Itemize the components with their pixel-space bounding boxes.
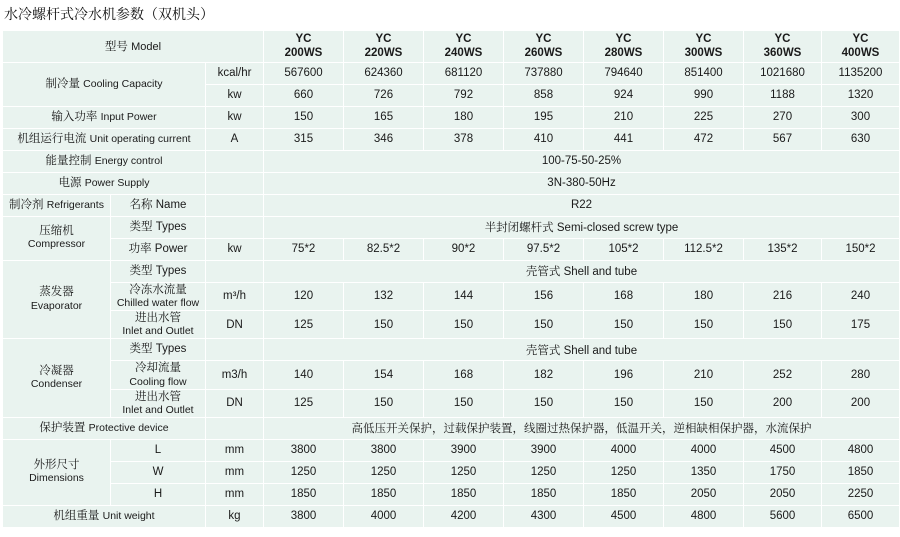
- unit-dimension-l: mm: [206, 439, 264, 461]
- row-sublabel-condenser-types: [111, 339, 206, 361]
- cell: 82.5*2: [344, 238, 424, 260]
- table-row: [3, 311, 900, 339]
- sublabel-cn: 进出水管: [135, 312, 181, 325]
- cell: 1850: [344, 483, 424, 505]
- label-en: Unit weight: [102, 509, 155, 522]
- row-label-cooling-capacity: [3, 62, 206, 106]
- model-5-line2: 300WS: [684, 47, 723, 60]
- model-4-line2: 280WS: [604, 47, 643, 60]
- label-cn: 保护装置: [39, 421, 86, 434]
- table-row: [3, 282, 900, 310]
- row-label-condenser: [3, 339, 111, 418]
- cell-refrigerant-value: R22: [264, 194, 900, 216]
- unit-compressor-power: kw: [206, 238, 264, 260]
- cell-evaporator-types-value: 壳管式 Shell and tube: [264, 260, 900, 282]
- sublabel-cn: 功率: [128, 242, 152, 255]
- page-title: 水冷螺杆式冷水机参数（双机头）: [4, 6, 214, 22]
- cell: 1850: [424, 483, 504, 505]
- cell: 378: [424, 128, 504, 150]
- table-row: [3, 62, 900, 84]
- label-cn: 压缩机: [39, 225, 74, 238]
- table-row: [3, 128, 900, 150]
- cell: 182: [504, 361, 584, 389]
- label-en: Refrigerants: [46, 198, 104, 211]
- cell: 168: [424, 361, 504, 389]
- label-cn: 制冷量: [45, 77, 80, 90]
- label-en: Condenser: [30, 378, 83, 391]
- cell: 3800: [344, 439, 424, 461]
- cell: 1250: [344, 461, 424, 483]
- specification-table: [2, 30, 900, 528]
- cell: 150: [264, 106, 344, 128]
- cell: 150: [584, 311, 664, 339]
- label-en: Power Supply: [84, 176, 150, 189]
- cell: 4200: [424, 505, 504, 527]
- unit-evaporator-pipe: DN: [206, 311, 264, 339]
- unit-evaporator-types: [206, 260, 264, 282]
- model-1-line1: YC: [375, 33, 392, 45]
- cell: 150: [664, 389, 744, 417]
- model-0-line1: YC: [295, 33, 312, 45]
- table-row: [3, 389, 900, 417]
- cell: 1021680: [744, 62, 822, 84]
- cell: 1250: [264, 461, 344, 483]
- row-label-protective-device: [3, 417, 206, 439]
- table-row: [3, 106, 900, 128]
- cell: 200: [744, 389, 822, 417]
- cell: 1320: [822, 84, 900, 106]
- model-1-line2: 220WS: [364, 47, 403, 60]
- table-row: [3, 216, 900, 238]
- unit-cooling-capacity-kcal: kcal/hr: [206, 62, 264, 84]
- header-model-label-cn: 型号: [104, 41, 128, 54]
- cell: 150: [344, 389, 424, 417]
- model-6-line2: 360WS: [763, 47, 802, 60]
- header-model-7: [822, 31, 900, 63]
- unit-operating-current: A: [206, 128, 264, 150]
- row-label-refrigerants: [3, 194, 111, 216]
- cell: 4800: [822, 439, 900, 461]
- cell: 4000: [584, 439, 664, 461]
- model-7-line2: 400WS: [841, 47, 880, 60]
- row-label-compressor: [3, 216, 111, 260]
- cell: 3900: [504, 439, 584, 461]
- table-header-row: [3, 31, 900, 63]
- label-cn: 机组重量: [53, 509, 100, 522]
- row-label-unit-weight: [3, 505, 206, 527]
- cell: 156: [504, 282, 584, 310]
- sublabel-en: Types: [155, 220, 187, 233]
- label-en: Dimensions: [29, 472, 84, 485]
- row-label-energy-control: [3, 150, 206, 172]
- label-cn: 输入功率: [51, 110, 98, 123]
- unit-dimension-w: mm: [206, 461, 264, 483]
- unit-evaporator-flow: m³/h: [206, 282, 264, 310]
- row-label-operating-current: [3, 128, 206, 150]
- header-model-2: [424, 31, 504, 63]
- model-2-line1: YC: [455, 33, 472, 45]
- cell: 105*2: [584, 238, 664, 260]
- cell-condenser-types-value: 壳管式 Shell and tube: [264, 339, 900, 361]
- sublabel-en: Inlet and Outlet: [122, 325, 194, 338]
- unit-condenser-flow: m3/h: [206, 361, 264, 389]
- sublabel-en: Chilled water flow: [116, 296, 200, 309]
- table-row: [3, 172, 900, 194]
- cell: 1250: [584, 461, 664, 483]
- row-label-dimensions: [3, 439, 111, 505]
- cell: 4000: [664, 439, 744, 461]
- row-sublabel-dimension-l: L: [111, 439, 206, 461]
- row-label-evaporator: [3, 260, 111, 339]
- cell: 1850: [822, 461, 900, 483]
- cell: 1250: [504, 461, 584, 483]
- header-model-label-en: Model: [131, 41, 162, 54]
- cell: 300: [822, 106, 900, 128]
- cell: 1850: [584, 483, 664, 505]
- unit-refrigerant: [206, 194, 264, 216]
- cell: 90*2: [424, 238, 504, 260]
- cell: 210: [584, 106, 664, 128]
- sublabel-en: Types: [155, 343, 187, 356]
- table-row: [3, 194, 900, 216]
- sublabel-en: Name: [155, 198, 187, 211]
- cell: 2050: [664, 483, 744, 505]
- cell: 240: [822, 282, 900, 310]
- cell: 792: [424, 84, 504, 106]
- row-label-power-supply: [3, 172, 206, 194]
- cell: 851400: [664, 62, 744, 84]
- header-model-1: [344, 31, 424, 63]
- sublabel-en: Cooling flow: [129, 375, 187, 388]
- cell: 1250: [424, 461, 504, 483]
- cell: 112.5*2: [664, 238, 744, 260]
- cell: 5600: [744, 505, 822, 527]
- cell: 125: [264, 311, 344, 339]
- model-3-line1: YC: [535, 33, 552, 45]
- cell: 144: [424, 282, 504, 310]
- label-cn: 电源: [58, 176, 82, 189]
- header-model-3: [504, 31, 584, 63]
- row-sublabel-evaporator-flow: [111, 282, 206, 310]
- header-model-6: [744, 31, 822, 63]
- cell-protective-device-value: 高低压开关保护，过载保护装置，线圈过热保护器，低温开关，逆相缺相保护器，水流保护: [264, 417, 900, 439]
- table-row: [3, 483, 900, 505]
- sublabel-cn: 进出水管: [135, 390, 181, 403]
- label-en: Compressor: [27, 238, 86, 251]
- model-6-line1: YC: [774, 33, 791, 45]
- cell: 1135200: [822, 62, 900, 84]
- cell: 216: [744, 282, 822, 310]
- header-model-5: [664, 31, 744, 63]
- cell-energy-control-value: 100-75-50-25%: [264, 150, 900, 172]
- unit-condenser-pipe: DN: [206, 389, 264, 417]
- cell: 6500: [822, 505, 900, 527]
- cell: 150: [664, 311, 744, 339]
- cell: 1750: [744, 461, 822, 483]
- label-en: Unit operating current: [89, 132, 191, 145]
- cell: 75*2: [264, 238, 344, 260]
- cell: 132: [344, 282, 424, 310]
- table-row: [3, 439, 900, 461]
- label-en: Protective device: [88, 421, 169, 434]
- cell: 1850: [504, 483, 584, 505]
- cell: 441: [584, 128, 664, 150]
- cell: 120: [264, 282, 344, 310]
- cell: 135*2: [744, 238, 822, 260]
- cell: 225: [664, 106, 744, 128]
- label-cn: 蒸发器: [39, 286, 74, 299]
- model-5-line1: YC: [695, 33, 712, 45]
- table-row: [3, 505, 900, 527]
- cell: 410: [504, 128, 584, 150]
- cell: 150: [504, 311, 584, 339]
- cell: 210: [664, 361, 744, 389]
- unit-cooling-capacity-kw: kw: [206, 84, 264, 106]
- table-row: [3, 417, 900, 439]
- row-label-input-power: [3, 106, 206, 128]
- sublabel-cn: 名称: [129, 198, 153, 211]
- cell: 150: [744, 311, 822, 339]
- sublabel-cn: 类型: [129, 264, 153, 277]
- label-cn: 机组运行电流: [17, 132, 87, 145]
- label-cn: 冷凝器: [39, 364, 74, 377]
- label-en: Evaporator: [30, 299, 83, 312]
- model-0-line2: 200WS: [284, 47, 323, 60]
- cell: 726: [344, 84, 424, 106]
- unit-compressor-types: [206, 216, 264, 238]
- label-en: Energy control: [94, 154, 163, 167]
- cell: 175: [822, 311, 900, 339]
- unit-condenser-types: [206, 339, 264, 361]
- cell: 315: [264, 128, 344, 150]
- unit-power-supply: [206, 172, 264, 194]
- model-4-line1: YC: [615, 33, 632, 45]
- cell: 154: [344, 361, 424, 389]
- cell: 1350: [664, 461, 744, 483]
- cell: 150: [424, 311, 504, 339]
- cell: 97.5*2: [504, 238, 584, 260]
- cell: 567600: [264, 62, 344, 84]
- cell: 1188: [744, 84, 822, 106]
- cell: 924: [584, 84, 664, 106]
- cell: 168: [584, 282, 664, 310]
- table-row: [3, 238, 900, 260]
- cell: 165: [344, 106, 424, 128]
- cell: 280: [822, 361, 900, 389]
- label-cn: 制冷剂: [9, 198, 44, 211]
- unit-dimension-h: mm: [206, 483, 264, 505]
- row-sublabel-compressor-types: [111, 216, 206, 238]
- cell: 150: [424, 389, 504, 417]
- cell: 4500: [584, 505, 664, 527]
- cell: 4300: [504, 505, 584, 527]
- cell: 3900: [424, 439, 504, 461]
- cell: 196: [584, 361, 664, 389]
- cell: 567: [744, 128, 822, 150]
- table-row: [3, 339, 900, 361]
- cell: 150: [504, 389, 584, 417]
- cell: 150*2: [822, 238, 900, 260]
- unit-unit-weight: kg: [206, 505, 264, 527]
- cell-compressor-types-value: 半封闭螺杆式 Semi-closed screw type: [264, 216, 900, 238]
- row-sublabel-condenser-pipe: [111, 389, 206, 417]
- cell: 624360: [344, 62, 424, 84]
- cell: 150: [584, 389, 664, 417]
- model-3-line2: 260WS: [524, 47, 563, 60]
- sublabel-en: Power: [154, 242, 188, 255]
- sublabel-cn: 冷却流量: [135, 362, 181, 375]
- model-2-line2: 240WS: [444, 47, 483, 60]
- cell: 4800: [664, 505, 744, 527]
- cell: 2250: [822, 483, 900, 505]
- sublabel-cn: 类型: [129, 343, 153, 356]
- header-model-4: [584, 31, 664, 63]
- cell: 200: [822, 389, 900, 417]
- cell: 252: [744, 361, 822, 389]
- cell: 2050: [744, 483, 822, 505]
- cell: 195: [504, 106, 584, 128]
- cell: 794640: [584, 62, 664, 84]
- label-en: Input Power: [100, 110, 157, 123]
- unit-input-power: kw: [206, 106, 264, 128]
- row-sublabel-condenser-flow: [111, 361, 206, 389]
- cell: 630: [822, 128, 900, 150]
- sublabel-cn: 类型: [129, 220, 153, 233]
- table-row: [3, 150, 900, 172]
- cell: 4500: [744, 439, 822, 461]
- row-sublabel-dimension-w: W: [111, 461, 206, 483]
- table-row: [3, 361, 900, 389]
- model-7-line1: YC: [852, 33, 869, 45]
- label-cn: 能量控制: [45, 154, 92, 167]
- header-model-cell: [3, 31, 264, 63]
- cell: 150: [344, 311, 424, 339]
- cell: 270: [744, 106, 822, 128]
- sublabel-cn: 冷冻水流量: [129, 283, 187, 296]
- cell: 472: [664, 128, 744, 150]
- cell: 737880: [504, 62, 584, 84]
- table-row: [3, 260, 900, 282]
- sublabel-en: Inlet and Outlet: [122, 403, 194, 416]
- label-en: Cooling Capacity: [83, 77, 163, 90]
- header-model-0: [264, 31, 344, 63]
- cell: 346: [344, 128, 424, 150]
- row-sublabel-dimension-h: H: [111, 483, 206, 505]
- sublabel-en: Types: [155, 264, 187, 277]
- unit-energy-control: [206, 150, 264, 172]
- cell: 1850: [264, 483, 344, 505]
- row-sublabel-evaporator-pipe: [111, 311, 206, 339]
- row-sublabel-compressor-power: [111, 238, 206, 260]
- cell: 3800: [264, 505, 344, 527]
- cell-power-supply-value: 3N-380-50Hz: [264, 172, 900, 194]
- cell: 4000: [344, 505, 424, 527]
- cell: 990: [664, 84, 744, 106]
- cell: 180: [664, 282, 744, 310]
- label-cn: 外形尺寸: [33, 459, 80, 472]
- cell: 3800: [264, 439, 344, 461]
- table-row: [3, 461, 900, 483]
- cell: 140: [264, 361, 344, 389]
- row-sublabel-evaporator-types: [111, 260, 206, 282]
- cell: 180: [424, 106, 504, 128]
- row-sublabel-refrigerant-name: [111, 194, 206, 216]
- cell: 858: [504, 84, 584, 106]
- unit-protective-device: [206, 417, 264, 439]
- cell: 660: [264, 84, 344, 106]
- cell: 125: [264, 389, 344, 417]
- cell: 681120: [424, 62, 504, 84]
